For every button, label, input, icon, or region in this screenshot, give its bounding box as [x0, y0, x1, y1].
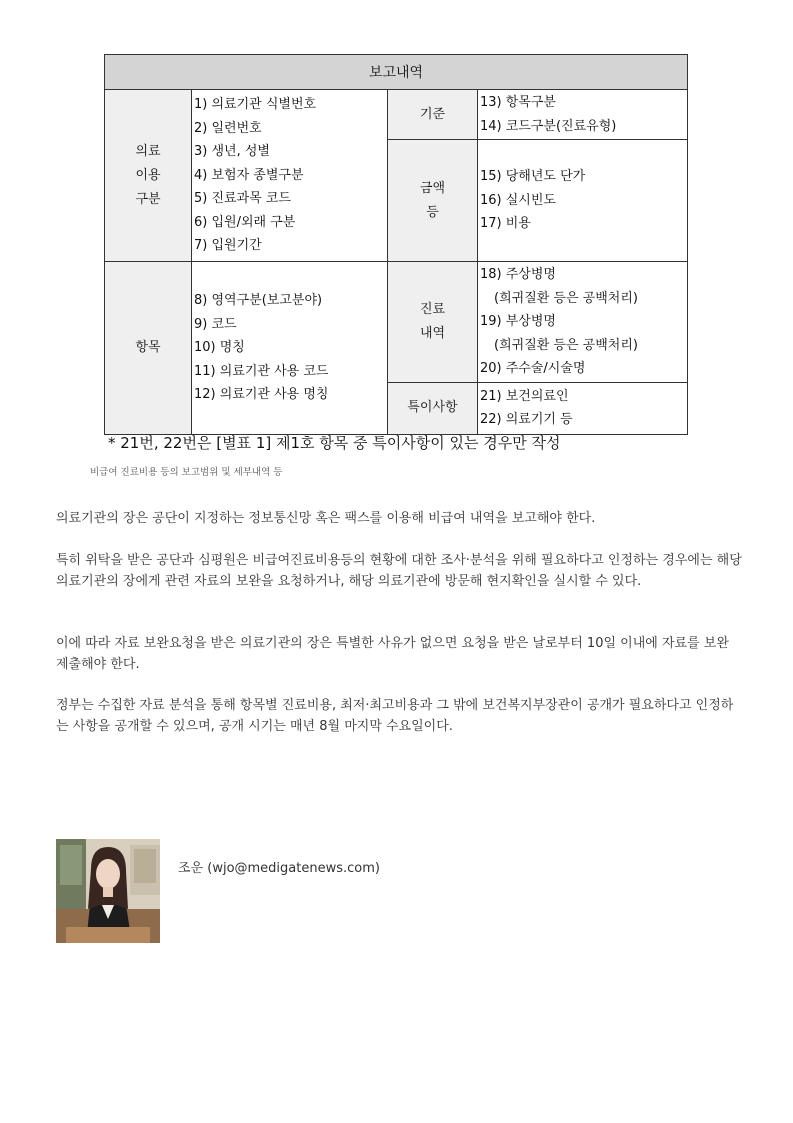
category-amount — [388, 140, 478, 262]
category-text: 진료 — [419, 301, 446, 317]
items-special — [478, 382, 688, 434]
author-byline: 조운 (wjo@medigatenews.com) — [178, 861, 380, 876]
list-item: 16) 실시빈도 — [480, 192, 556, 208]
items-item — [192, 262, 388, 435]
category-standard: 기준 — [388, 90, 478, 140]
items-treatment — [478, 262, 688, 383]
list-item: 15) 당해년도 단가 — [480, 169, 586, 185]
items-medical-use — [192, 90, 388, 262]
items-amount — [478, 140, 688, 262]
category-text: 구분 — [135, 191, 161, 207]
list-item: 1) 의료기관 식별번호 — [194, 97, 317, 113]
category-medical-use — [105, 90, 192, 262]
list-item: 21) 보건의료인 — [480, 388, 569, 404]
list-item: 3) 생년, 성별 — [194, 144, 270, 160]
category-text: 이용 — [135, 167, 161, 183]
list-item: 10) 명칭 — [194, 340, 245, 355]
list-item: 20) 주수술/시술명 — [480, 361, 586, 376]
category-text: 의료 — [135, 143, 161, 159]
paragraph: 의료기관의 장은 공단이 지정하는 정보통신망 혹은 팩스를 이용해 비급여 내역을 보고해야 한다. — [56, 511, 596, 526]
list-item: 8) 영역구분(보고분야) — [194, 293, 323, 308]
table-header: 보고내역 — [105, 55, 688, 90]
list-item: 14) 코드구분(진료유형) — [480, 118, 617, 134]
category-text: 내역 — [419, 325, 446, 341]
category-item: 항목 — [105, 262, 192, 435]
figure-caption: 비급여 진료비용 등의 보고범위 및 세부내역 등 — [90, 467, 283, 478]
list-item: 12) 의료기관 사용 명칭 — [194, 387, 329, 402]
author-photo — [56, 839, 160, 943]
list-item: 7) 입원기간 — [194, 238, 262, 254]
list-item: 5) 진료과목 코드 — [194, 191, 291, 207]
author-portrait-icon — [56, 839, 160, 943]
list-item: (희귀질환 등은 공백처리) — [494, 290, 638, 306]
items-standard — [478, 90, 688, 140]
category-treatment — [388, 262, 478, 383]
category-text: 금액 — [419, 180, 446, 196]
paragraph: 이에 따라 자료 보완요청을 받은 의료기관의 장은 특별한 사유가 없으면 요청을 받은 날로부터 10일 이내에 자료를 보완 제출해야 한다. — [56, 636, 729, 672]
report-table-figure — [104, 54, 688, 435]
list-item: 6) 입원/외래 구분 — [194, 214, 296, 230]
list-item: 18) 주상병명 — [480, 267, 556, 282]
category-special: 특이사항 — [388, 382, 478, 434]
report-table — [104, 54, 688, 435]
list-item: 11) 의료기관 사용 코드 — [194, 363, 329, 379]
paragraph: 정부는 수집한 자료 분석을 통해 항목별 진료비용, 최저·최고비용과 그 밖에 보건복지부장관이 공개가 필요하다고 인정하는 사항을 공개할 수 있으며, 공개 시기는 매년 8월 마지막 수요일이다. — [56, 698, 734, 734]
table-footnote: * 21번, 22번은 [별표 1] 제1호 항목 중 특이사항이 있는 경우만 작성 — [108, 434, 561, 452]
list-item: 9) 코드 — [194, 316, 237, 332]
list-item: 19) 부상병명 — [480, 314, 556, 329]
paragraph: 특히 위탁을 받은 공단과 심평원은 비급여진료비용등의 현황에 대한 조사·분석을 위해 필요하다고 인정하는 경우에는 해당 의료기관의 장에게 관련 자료의 보완을 요청하거나, 해당 의료기관에 방문해 현지확인을 실시할 수 있다. — [56, 553, 742, 589]
list-item: 17) 비용 — [480, 216, 531, 232]
list-item: 4) 보험자 종별구분 — [194, 167, 304, 183]
list-item: 13) 항목구분 — [480, 95, 556, 110]
list-item: 22) 의료기기 등 — [480, 412, 573, 427]
list-item: 2) 일련번호 — [194, 120, 262, 136]
list-item: (희귀질환 등은 공백처리) — [494, 337, 638, 353]
category-text: 등 — [426, 204, 439, 220]
